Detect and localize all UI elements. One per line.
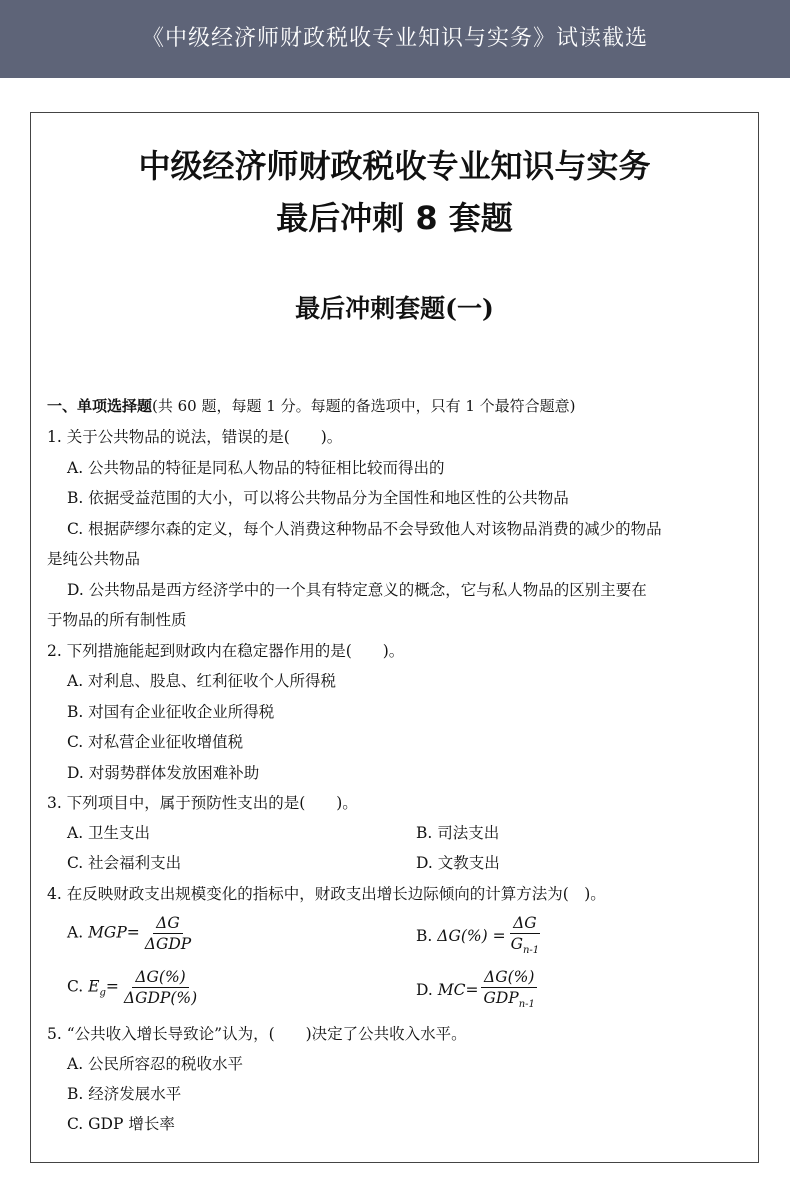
option-b-denominator-subscript: n-1: [522, 945, 540, 957]
question-5-option-b: B. 经济发展水平: [67, 1085, 182, 1103]
question-3-stem: 3. 下列项目中，属于预防性支出的是( )。: [47, 794, 358, 812]
option-a-fraction: [142, 913, 194, 954]
question-3-option-d: D. 文教支出: [416, 854, 500, 872]
option-c-lhs-subscript: g: [99, 987, 106, 999]
option-b-numerator: ΔG: [510, 913, 540, 934]
exam-page: [30, 112, 759, 1163]
option-b-denominator-base: G: [510, 935, 523, 953]
question-4-option-a: A. MGP= $\frac{\Delta G}{\text{ΔGDP}}$: [67, 913, 196, 954]
option-b-fraction: [508, 913, 543, 961]
question-3-option-c: C. 社会福利支出: [67, 854, 182, 872]
option-d-lhs: MC: [437, 981, 466, 1000]
section-heading-label: 一、单项选择题: [47, 397, 153, 415]
option-c-label: C.: [67, 977, 84, 996]
question-2-option-b: B. 对国有企业征收企业所得税: [67, 703, 275, 721]
question-2-stem: 2. 下列措施能起到财政内在稳定器作用的是( )。: [47, 642, 405, 660]
section-heading-note: (共 60 题，每题 1 分。每题的备选项中，只有 1 个最符合题意): [152, 397, 576, 415]
excerpt-banner: 《中级经济师财政税收专业知识与实务》试读截选: [0, 0, 790, 78]
option-d-denominator: [480, 988, 537, 1015]
option-d-label: D.: [416, 981, 433, 1000]
question-1-option-a: A. 公共物品的特征是同私人物品的特征相比较而得出的: [67, 459, 445, 477]
question-5-stem: 5. “公共收入增长导致论”认为，( )决定了公共收入水平。: [47, 1025, 467, 1043]
question-2-option-c: C. 对私营企业征收增值税: [67, 733, 244, 751]
question-3-option-b: B. 司法支出: [416, 824, 500, 842]
book-title-line2: 最后冲刺 8 套题: [276, 199, 513, 237]
question-1-option-b: B. 依据受益范围的大小，可以将公共物品分为全国性和地区性的公共物品: [67, 489, 569, 507]
option-a-denominator: ΔGDP: [144, 935, 192, 953]
question-3-option-a: A. 卫生支出: [67, 824, 151, 842]
question-4-option-d: D. MC= $\frac{\Delta G(\%)}{GDP_{n-1}}$: [416, 967, 540, 1015]
question-4-stem: 4. 在反映财政支出规模变化的指标中，财政支出增长边际倾向的计算方法为( )。: [47, 885, 606, 903]
option-d-fraction: [480, 967, 537, 1015]
question-2-option-a: A. 对利息、股息、红利征收个人所得税: [67, 672, 337, 690]
option-a-label: A.: [67, 923, 84, 942]
option-d-numerator: ΔG(%): [481, 967, 537, 988]
section-heading: [47, 395, 576, 416]
question-1-option-c-line1: C. 根据萨缪尔森的定义，每个人消费这种物品不会导致他人对该物品消费的减少的物品: [67, 520, 662, 538]
question-4-option-b: B. ΔG(%) = $\frac{\Delta G}{G_{n-1}}$: [416, 913, 544, 961]
exam-title: 最后冲刺套题(一): [295, 294, 494, 323]
option-c-fraction: [121, 967, 200, 1008]
book-title-line1: 中级经济师财政税收专业知识与实务: [138, 147, 651, 185]
option-b-label: B.: [416, 927, 433, 946]
question-1-option-c-line2: 是纯公共物品: [47, 550, 141, 568]
option-d-denominator-subscript: n-1: [518, 999, 535, 1011]
question-1-option-d-line1: D. 公共物品是西方经济学中的一个具有特定意义的概念，它与私人物品的区别主要在: [67, 581, 647, 599]
question-1-stem: 1. 关于公共物品的说法，错误的是( )。: [47, 428, 343, 446]
option-c-denominator: ΔGDP(%): [123, 989, 198, 1007]
question-5-option-a: A. 公民所容忍的税收水平: [67, 1055, 244, 1073]
question-1-option-d-line2: 于物品的所有制性质: [47, 611, 187, 629]
option-c-numerator: ΔG(%): [132, 967, 188, 988]
option-b-denominator: [508, 934, 543, 961]
option-a-numerator: ΔG: [153, 913, 183, 934]
question-4-option-c: C. $E_g=$ $\frac{\Delta G(\%)}{\text{ΔGDP(\%)}}$: [67, 967, 202, 1008]
option-a-lhs: MGP: [88, 923, 127, 942]
option-d-denominator-base: GDP: [483, 989, 519, 1007]
question-5-option-c: C. GDP 增长率: [67, 1115, 175, 1133]
option-b-lhs: ΔG(%): [437, 927, 488, 946]
question-2-option-d: D. 对弱势群体发放困难补助: [67, 764, 260, 782]
option-c-lhs: E: [88, 977, 100, 996]
